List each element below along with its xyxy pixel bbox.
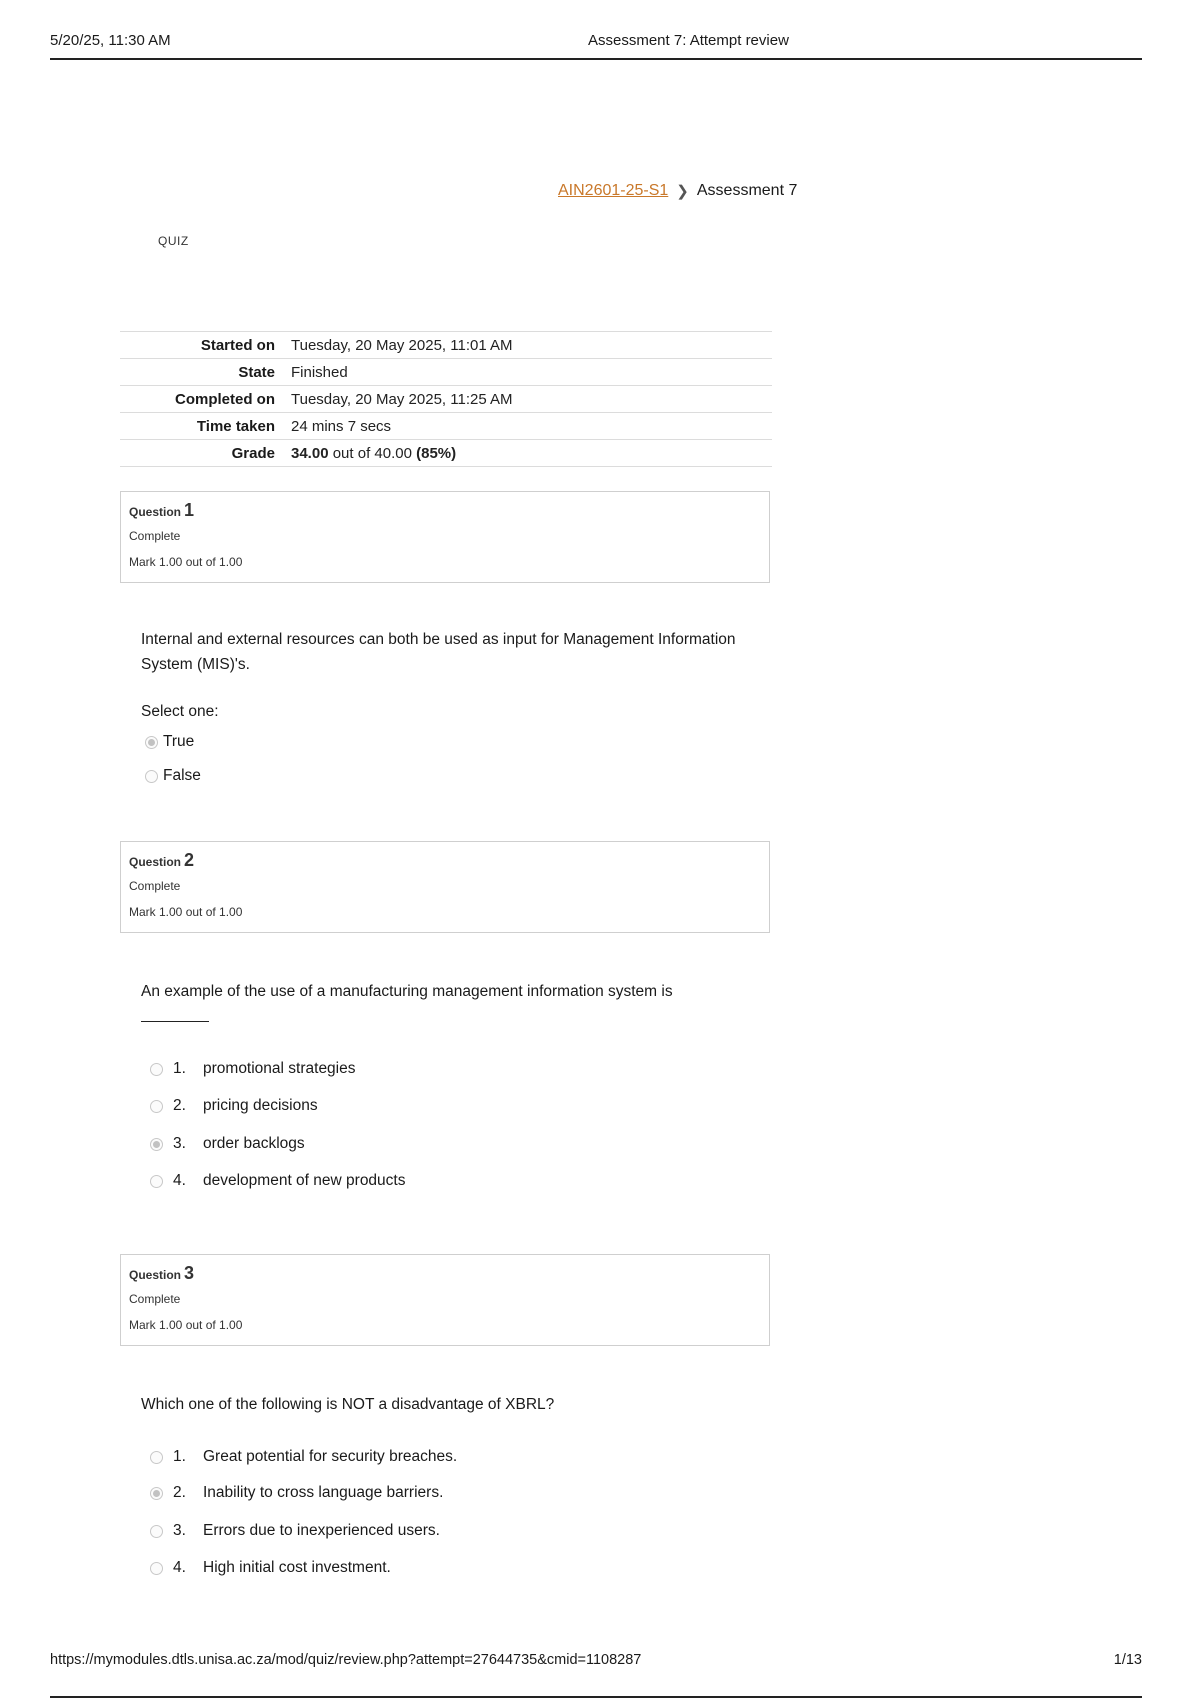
answer-text: promotional strategies (203, 1060, 356, 1077)
answer-option[interactable] (150, 1448, 457, 1466)
answer-text: Great potential for security breaches. (203, 1448, 458, 1465)
answer-number: 2. (173, 1097, 186, 1114)
select-one-prompt: Select one: (141, 703, 219, 720)
print-header (50, 30, 1142, 60)
question-info-3 (120, 1254, 770, 1346)
radio-button[interactable] (150, 1100, 163, 1113)
answer-number: 4. (173, 1559, 186, 1576)
answer-text: order backlogs (203, 1135, 305, 1152)
question-number (129, 1263, 761, 1284)
page-number: 1/13 (1113, 1652, 1142, 1668)
question-num: 2 (184, 850, 195, 870)
answer-number: 1. (173, 1448, 186, 1465)
question-label: Question (129, 1268, 182, 1282)
question-info-1 (120, 491, 770, 583)
answer-option[interactable] (145, 767, 201, 785)
question-mark: Mark 1.00 out of 1.00 (129, 555, 243, 569)
radio-button[interactable] (150, 1451, 163, 1464)
question-num: 3 (184, 1263, 195, 1283)
question-info-2 (120, 841, 770, 933)
completed-on-label: Completed on (120, 386, 291, 413)
state-value: Finished (291, 359, 772, 386)
question-text-1: Internal and external resources can both be used as input for Management Information System (MIS)'s. (141, 631, 736, 673)
answer-text: Errors due to inexperienced users. (203, 1522, 440, 1539)
summary-row-time (120, 413, 772, 440)
print-title: Assessment 7: Attempt review (588, 32, 789, 49)
print-url: https://mymodules.dtls.unisa.ac.za/mod/quiz/review.php?attempt=27644735&cmid=1108287 (50, 1652, 642, 1668)
question-state: Complete (129, 879, 181, 893)
answer-option[interactable] (150, 1135, 305, 1153)
chevron-right-icon: ❯ (676, 183, 689, 200)
answer-number: 3. (173, 1522, 186, 1539)
summary-row-completed (120, 386, 772, 413)
completed-on-value: Tuesday, 20 May 2025, 11:25 AM (291, 386, 772, 413)
radio-button[interactable] (145, 736, 158, 749)
answer-option[interactable] (150, 1060, 356, 1078)
answer-option[interactable] (150, 1097, 318, 1115)
quiz-label: QUIZ (158, 234, 189, 248)
answer-text: development of new products (203, 1172, 406, 1189)
print-datetime: 5/20/25, 11:30 AM (50, 32, 171, 49)
grade-value (291, 440, 772, 467)
attempt-summary-table (120, 331, 772, 467)
question-mark: Mark 1.00 out of 1.00 (129, 905, 243, 919)
answer-option[interactable] (150, 1484, 443, 1502)
answer-text: False (163, 767, 201, 784)
question-text-2: An example of the use of a manufacturing management information system is (141, 983, 673, 1000)
answer-option[interactable] (150, 1522, 440, 1540)
print-footer (50, 1648, 1142, 1698)
radio-button[interactable] (150, 1562, 163, 1575)
answer-number: 2. (173, 1484, 186, 1501)
answer-text: pricing decisions (203, 1097, 318, 1114)
summary-row-state (120, 359, 772, 386)
time-taken-label: Time taken (120, 413, 291, 440)
question-state: Complete (129, 1292, 181, 1306)
answer-option[interactable] (145, 733, 194, 751)
breadcrumb-course-link[interactable]: AIN2601-25-S1 (558, 182, 669, 199)
question-label: Question (129, 855, 182, 869)
radio-button[interactable] (145, 770, 158, 783)
grade-score: 34.00 (291, 444, 329, 462)
answer-text: True (163, 733, 195, 750)
answer-text: Inability to cross language barriers. (203, 1484, 444, 1501)
radio-button[interactable] (150, 1487, 163, 1500)
radio-button[interactable] (150, 1138, 163, 1151)
answer-option[interactable] (150, 1559, 391, 1577)
summary-row-grade (120, 440, 772, 467)
answer-blank-line (141, 1021, 209, 1022)
question-mark: Mark 1.00 out of 1.00 (129, 1318, 243, 1332)
time-taken-value: 24 mins 7 secs (291, 413, 772, 440)
answer-option[interactable] (150, 1172, 405, 1190)
grade-percent: (85%) (416, 444, 457, 462)
question-state: Complete (129, 529, 181, 543)
breadcrumb (558, 182, 797, 200)
breadcrumb-current: Assessment 7 (696, 182, 798, 199)
radio-button[interactable] (150, 1525, 163, 1538)
question-number (129, 850, 761, 871)
answer-number: 1. (173, 1060, 186, 1077)
answer-text: High initial cost investment. (203, 1559, 391, 1576)
started-on-value: Tuesday, 20 May 2025, 11:01 AM (291, 332, 772, 359)
question-num: 1 (184, 500, 195, 520)
question-number (129, 500, 761, 521)
question-text-3: Which one of the following is NOT a disadvantage of XBRL? (141, 1396, 555, 1413)
summary-row-started (120, 332, 772, 359)
state-label: State (120, 359, 291, 386)
radio-button[interactable] (150, 1175, 163, 1188)
answer-number: 4. (173, 1172, 186, 1189)
grade-out-of: out of 40.00 (332, 444, 412, 462)
question-label: Question (129, 505, 182, 519)
started-on-label: Started on (120, 332, 291, 359)
radio-button[interactable] (150, 1063, 163, 1076)
answer-number: 3. (173, 1135, 186, 1152)
grade-label: Grade (120, 440, 291, 467)
